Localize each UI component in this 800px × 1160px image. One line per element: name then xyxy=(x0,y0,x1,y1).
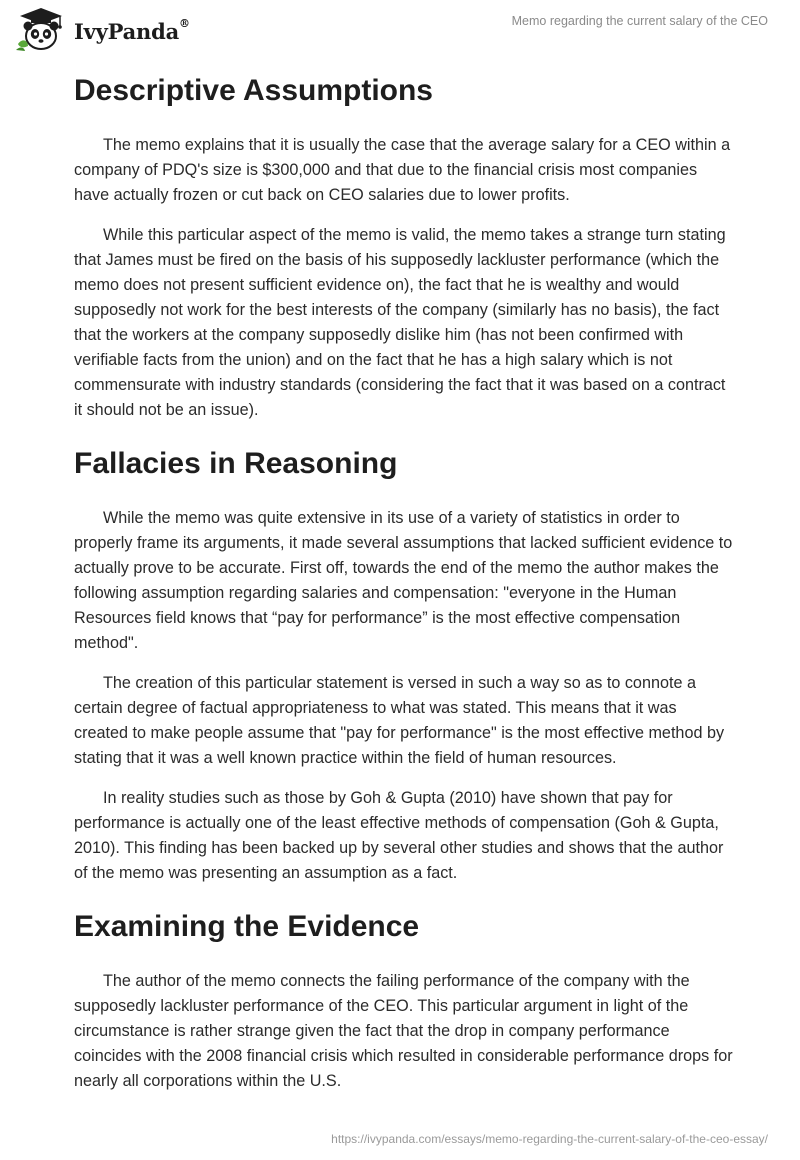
paragraph: The memo explains that it is usually the case that the average salary for a CEO within a company of PDQ's size is $300,000 and that due to the financial crisis most companies have actually frozen or cut back on CEO salaries due to lower profits. xyxy=(74,136,731,204)
paragraph: The author of the memo connects the failing performance of the company with the supposedly lackluster performance of the CEO. This particular argument in light of the circumstance is rather strange given the fact that the drop in company performance coincides with the 2008 financial crisis which resulted in considerable performance drops for nearly all corporations within the U.S. xyxy=(74,972,733,1090)
document-title: Memo regarding the current salary of the CEO xyxy=(511,14,768,28)
paragraph: While this particular aspect of the memo is valid, the memo takes a strange turn stating that James must be fired on the basis of his supposedly lackluster performance (which the memo does not present sufficient evidence on), the fact that he is wealthy and would supposedly not work for the best interests of the company (similarly has no basis), the fact that the workers at the company supposedly dislike him (has not been confirmed with verifiable facts from the union) and on the fact that he has a high salary which is not commensurate with industry standards (considering the fact that it was based on a contract it should not be an issue). xyxy=(74,226,726,419)
logo-registered-mark: ® xyxy=(179,16,190,30)
article-content xyxy=(74,70,734,1094)
section-heading: Fallacies in Reasoning xyxy=(74,447,398,480)
section-heading: Examining the Evidence xyxy=(74,910,420,943)
paragraph: While the memo was quite extensive in its use of a variety of statistics in order to properly frame its arguments, it made several assumptions that lacked sufficient evidence to actually prove to be accurate. First off, towards the end of the memo the author makes the following assumption regarding salaries and compensation: "everyone in the Human Resources field knows that “pay for performance” is the most effective compensation method". xyxy=(74,509,733,652)
logo-text: IvyPanda xyxy=(74,18,180,44)
paragraph: The creation of this particular statement is versed in such a way so as to connote a certain degree of factual appropriateness to what was stated. This means that it was created to make people assume that "pay for performance" is the most effective method by stating that it was a well known practice within the field of human resources. xyxy=(74,674,725,767)
ivypanda-logo[interactable] xyxy=(14,6,190,52)
source-url[interactable]: https://ivypanda.com/essays/memo-regarding-the-current-salary-of-the-ceo-essay/ xyxy=(331,1132,768,1146)
paragraph: In reality studies such as those by Goh & Gupta (2010) have shown that pay for performance is actually one of the least effective methods of compensation (Goh & Gupta, 2010). This finding has been backed up by several other studies and shows that the author of the memo was presenting an assumption as a fact. xyxy=(74,789,724,882)
page-header xyxy=(0,0,800,60)
section-heading: Descriptive Assumptions xyxy=(74,74,433,107)
logo-wordmark xyxy=(74,16,190,44)
panda-graduate-icon xyxy=(14,6,68,52)
